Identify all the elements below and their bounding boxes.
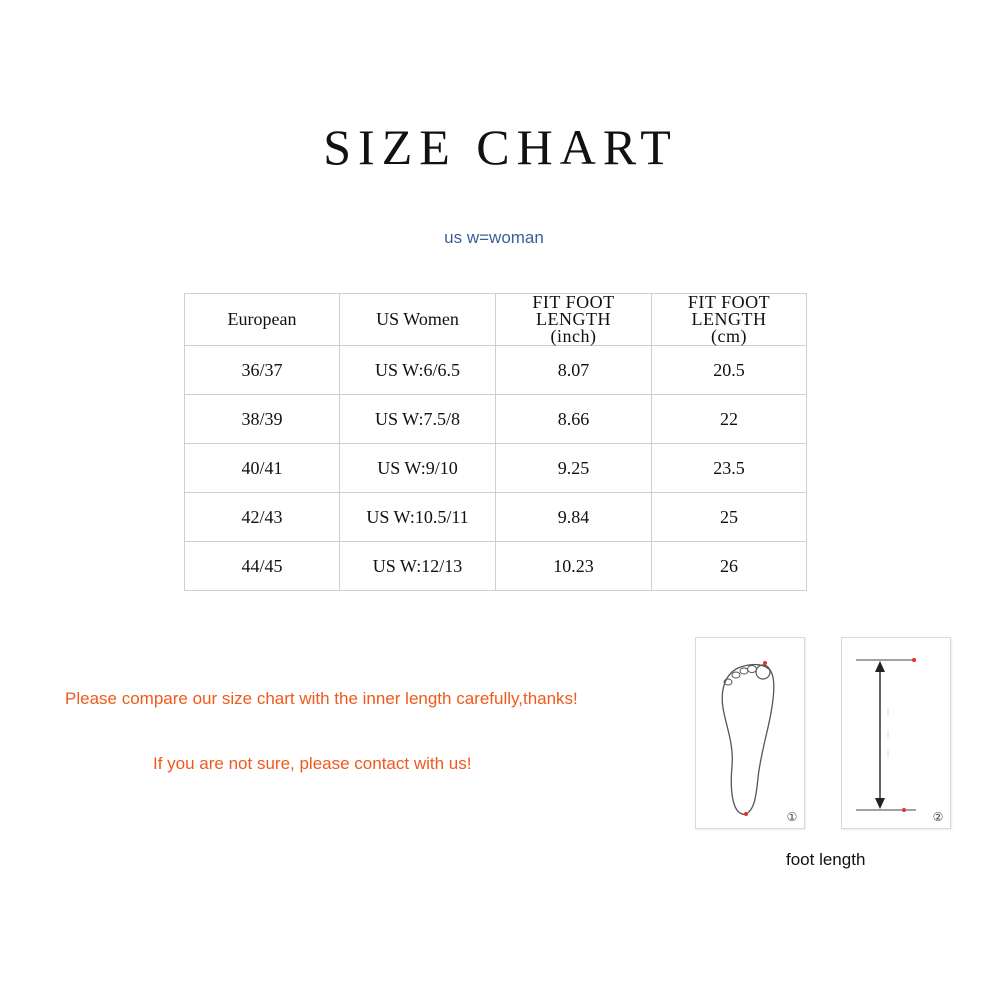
heel-marker-dot	[744, 812, 748, 816]
bottom-marker-dot	[902, 808, 906, 812]
table-row	[185, 444, 807, 493]
size-table	[184, 293, 807, 591]
table-row	[185, 542, 807, 591]
cell-inch: 9.25	[496, 444, 652, 493]
contact-note: If you are not sure, please contact with us!	[153, 754, 472, 773]
cell-cm: 20.5	[652, 346, 807, 395]
cell-cm: 25	[652, 493, 807, 542]
foot-outline-icon	[696, 638, 804, 828]
cell-european: 42/43	[185, 493, 340, 542]
toe-marker-dot	[763, 661, 767, 665]
table-row	[185, 395, 807, 444]
header-fit-inch	[496, 294, 652, 346]
subtitle: us w=woman	[444, 228, 544, 247]
header-fit-inch-line1: FIT FOOT LENGTH	[532, 292, 615, 329]
cell-us: US W:10.5/11	[340, 493, 496, 542]
top-marker-dot	[912, 658, 916, 662]
cell-cm: 22	[652, 395, 807, 444]
cell-us: US W:6/6.5	[340, 346, 496, 395]
foot-length-label: foot length	[786, 850, 866, 869]
cell-cm: 23.5	[652, 444, 807, 493]
header-fit-inch-line2: (inch)	[550, 326, 597, 346]
header-fit-cm-line2: (cm)	[711, 326, 747, 346]
length-arrow-panel	[841, 637, 951, 829]
cell-inch: 9.84	[496, 493, 652, 542]
cell-us: US W:9/10	[340, 444, 496, 493]
cell-us: US W:7.5/8	[340, 395, 496, 444]
cell-european: 38/39	[185, 395, 340, 444]
compare-note: Please compare our size chart with the inner length carefully,thanks!	[65, 689, 578, 708]
cell-us: US W:12/13	[340, 542, 496, 591]
table-header-row	[185, 294, 807, 346]
cell-european: 44/45	[185, 542, 340, 591]
cell-cm: 26	[652, 542, 807, 591]
table-row	[185, 493, 807, 542]
header-european: European	[185, 294, 340, 346]
measure-arrow-icon	[842, 638, 950, 828]
foot-outline-panel	[695, 637, 805, 829]
cell-european: 40/41	[185, 444, 340, 493]
cell-european: 36/37	[185, 346, 340, 395]
cell-inch: 8.07	[496, 346, 652, 395]
step2-marker: ②	[932, 810, 944, 824]
header-us-women: US Women	[340, 294, 496, 346]
cell-inch: 10.23	[496, 542, 652, 591]
page-title: SIZE CHART	[323, 119, 678, 175]
header-fit-cm	[652, 294, 807, 346]
step1-marker: ①	[786, 810, 798, 824]
table-row	[185, 346, 807, 395]
cell-inch: 8.66	[496, 395, 652, 444]
header-fit-cm-line1: FIT FOOT LENGTH	[687, 292, 771, 329]
